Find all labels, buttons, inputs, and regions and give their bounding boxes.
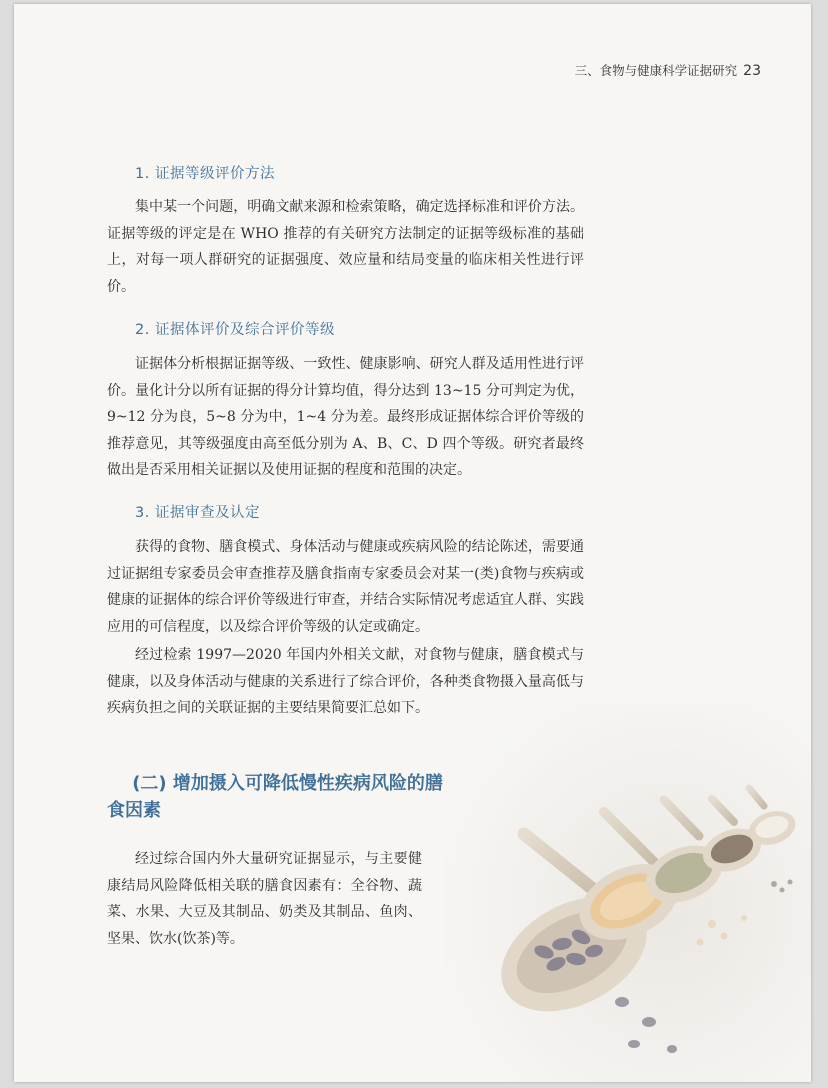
heading-evidence-review: 3. 证据审查及认定 (135, 505, 260, 521)
paragraph-dietary-factors: 经过综合国内外大量研究证据显示，与主要健康结局风险降低相关联的膳食因素有：全谷物、蔬菜、水果、大豆及其制品、奶类及其制品、鱼肉、坚果、饮水(饮茶)等。 (107, 851, 422, 947)
heading-evidence-grading: 1. 证据等级评价方法 (135, 166, 275, 182)
page-number: 23 (743, 63, 761, 79)
book-page (14, 4, 811, 1082)
paragraph-evidence-body: 证据体分析根据证据等级、一致性、健康影响、研究人群及适用性进行评价。量化计分以所有证据的得分计算均值，得分达到 13~15 分可判定为优，9~12 分为良，5~8 分为中，1~4 分为差。最终形成证据体综合评价等级的推荐意见，其等级强度由高至低分别为 A、B、C、D 四个等级。研究者最终做出是否采用相关证据以及使用证据的程度和范围的决定。 (107, 356, 584, 478)
paragraph-literature-summary: 经过检索 1997—2020 年国内外相关文献，对食物与健康，膳食模式与健康，以及身体活动与健康的关系进行了综合评价，各种类食物摄入量高低与疾病负担之间的关联证据的主要结果简要汇总如下。 (107, 647, 584, 716)
running-header (575, 61, 761, 79)
section-title: 三、食物与健康科学证据研究 (574, 63, 738, 78)
grain-spoons-illustration (444, 704, 811, 1082)
paragraph-evidence-grading: 集中某一个问题，明确文献来源和检索策略，确定选择标准和评价方法。证据等级的评定是在 WHO 推荐的有关研究方法制定的证据等级标准的基础上，对每一项人群研究的证据强度、效应量和结局变量的临床相关性进行评价。 (107, 199, 584, 295)
paragraph-evidence-review: 获得的食物、膳食模式、身体活动与健康或疾病风险的结论陈述，需要通过证据组专家委员会审查推荐及膳食指南专家委员会对某一(类)食物与疾病或健康的证据体的综合评价等级进行审查，并结合实际情况考虑适宜人群、实践应用的可信程度，以及综合评价等级的认定或确定。 (107, 539, 584, 635)
heading-evidence-body: 2. 证据体评价及综合评价等级 (135, 322, 335, 338)
subsection-heading: (二) 增加摄入可降低慢性疾病风险的膳食因素 (107, 773, 443, 821)
